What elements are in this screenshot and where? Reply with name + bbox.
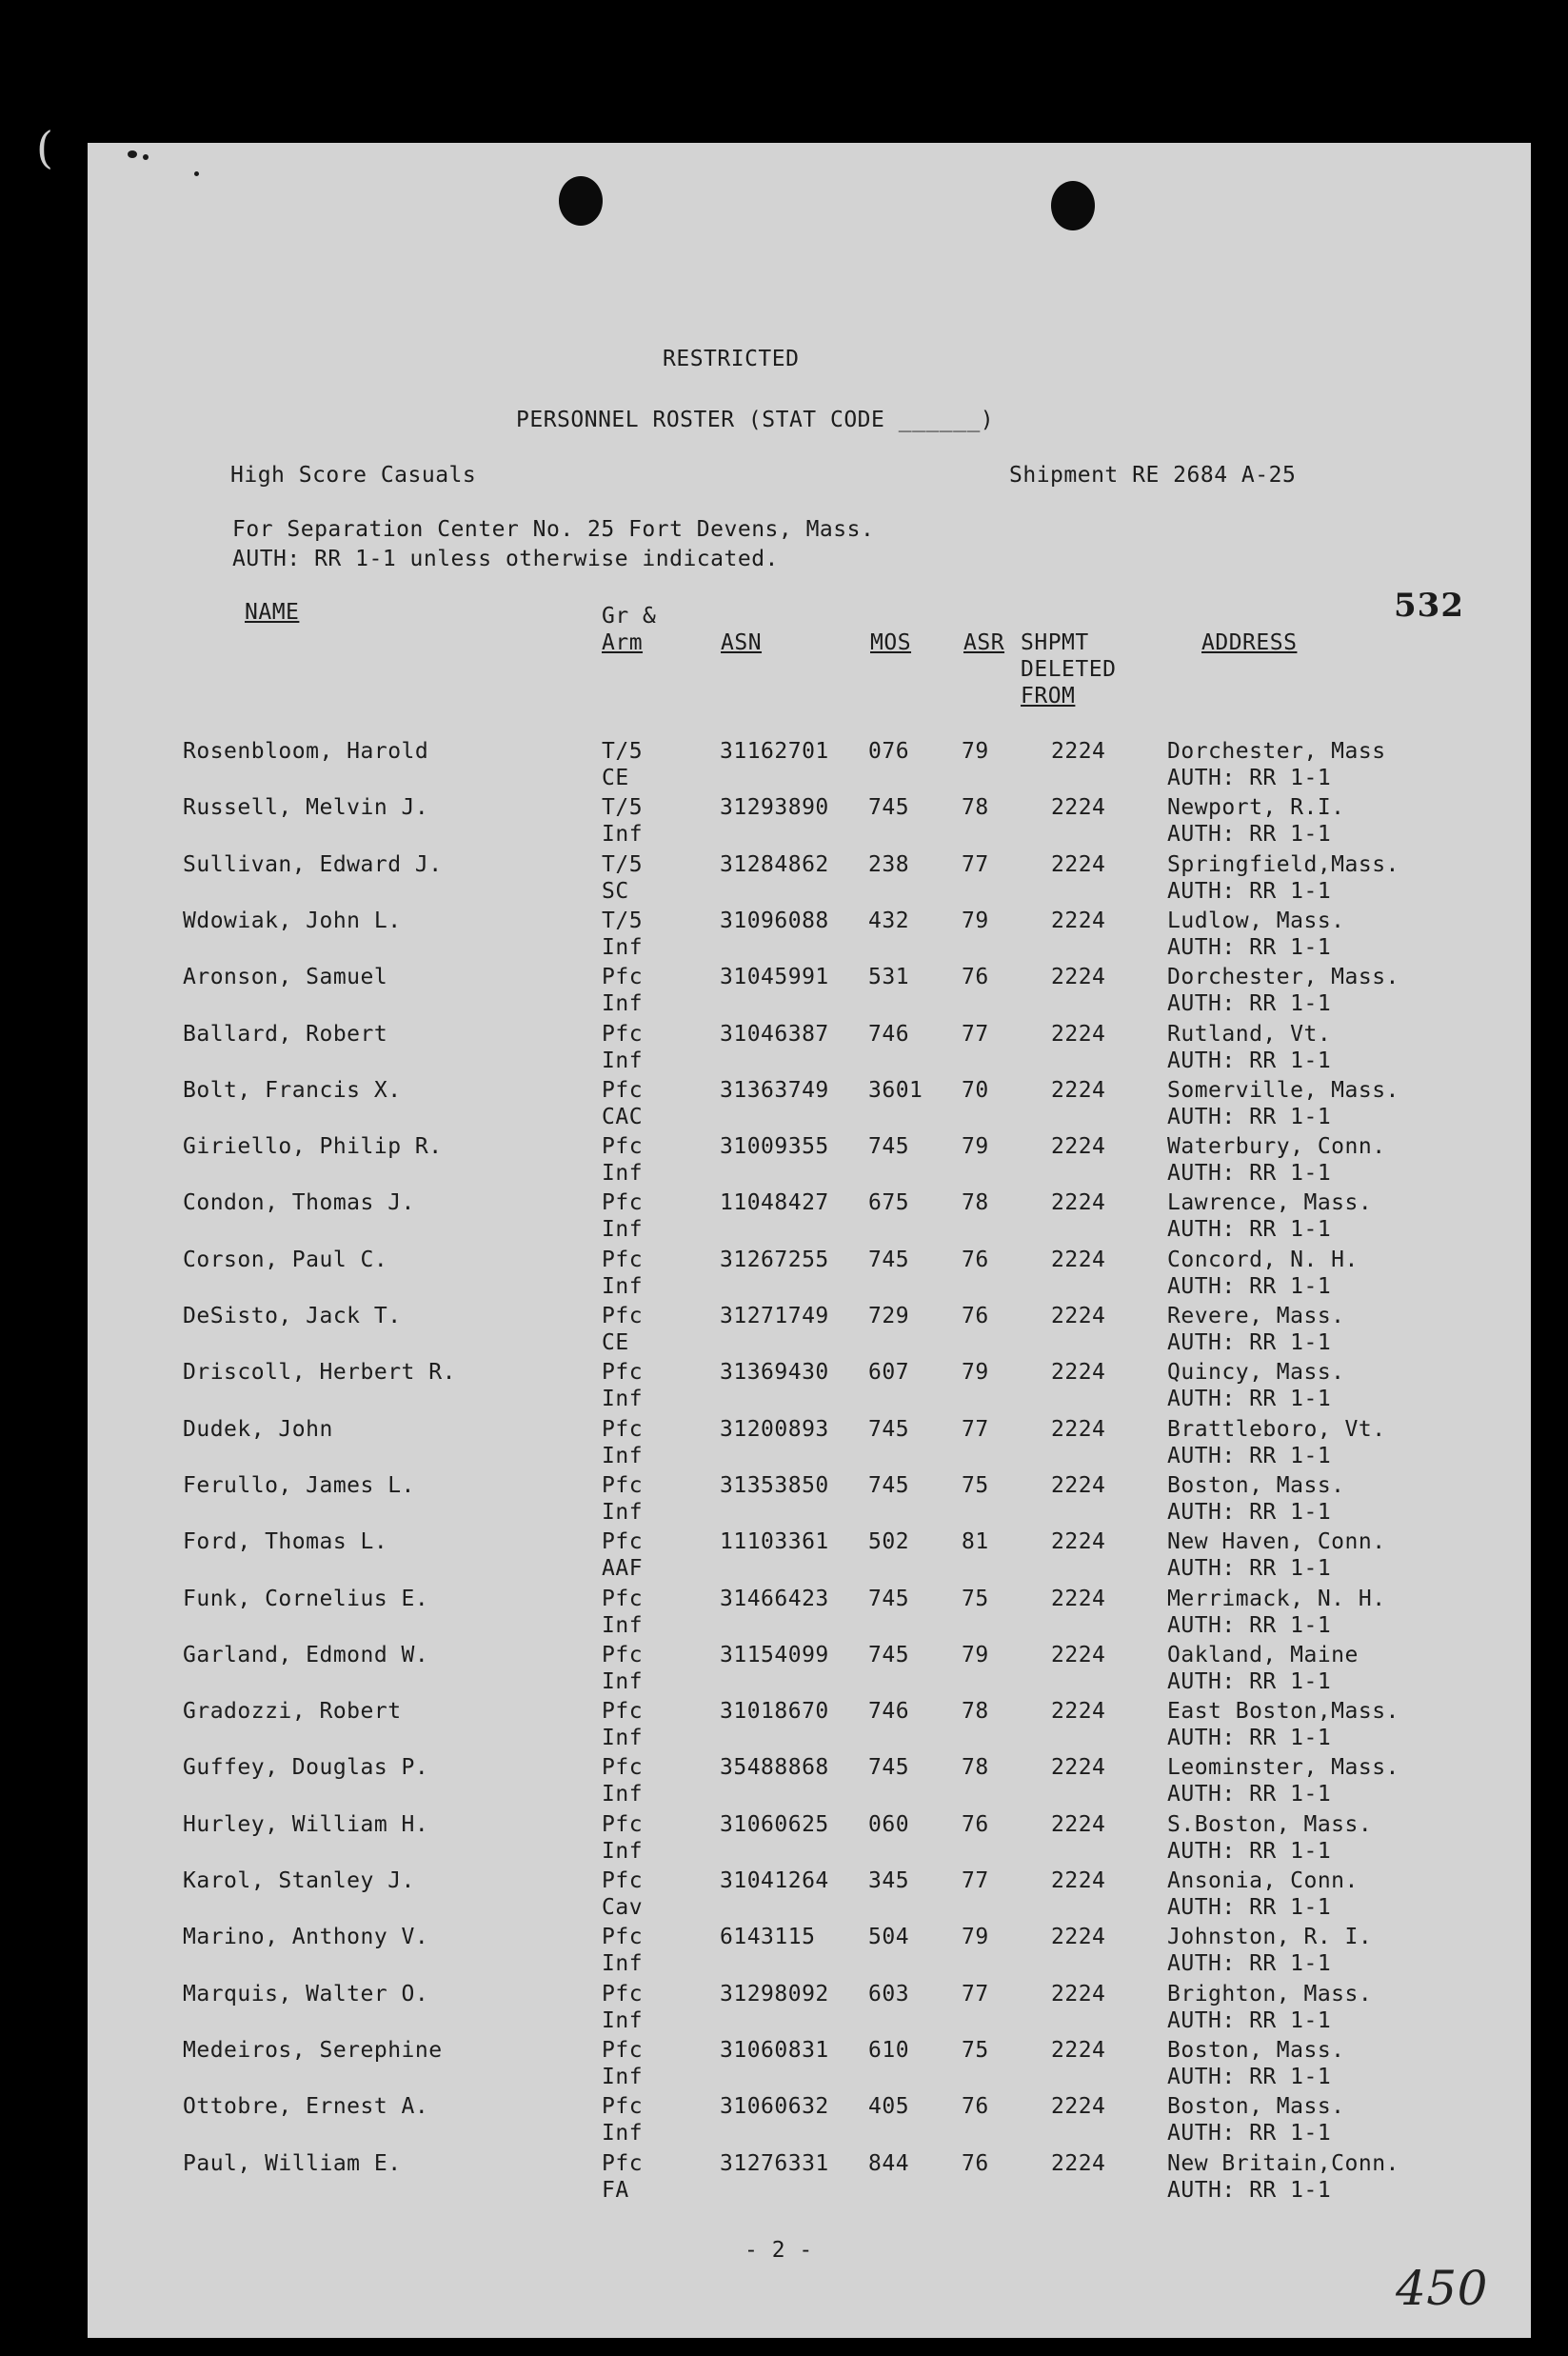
cell-auth: AUTH: RR 1-1 bbox=[1167, 1387, 1332, 1411]
cell-asn: 31162701 bbox=[720, 739, 829, 764]
cell-arm: CE bbox=[602, 766, 629, 790]
cell-asn: 11103361 bbox=[720, 1529, 829, 1554]
table-row bbox=[88, 908, 1531, 965]
table-row bbox=[88, 1755, 1531, 1811]
punch-hole-right bbox=[1051, 181, 1095, 230]
cell-auth: AUTH: RR 1-1 bbox=[1167, 1217, 1332, 1242]
cell-asr: 75 bbox=[962, 2038, 989, 2063]
cell-name: Giriello, Philip R. bbox=[183, 1134, 443, 1159]
table-row bbox=[88, 1248, 1531, 1304]
cell-name: Bolt, Francis X. bbox=[183, 1078, 402, 1103]
table-row bbox=[88, 1587, 1531, 1643]
cell-mos: 729 bbox=[868, 1304, 910, 1328]
cell-grade: Pfc bbox=[602, 1417, 644, 1442]
cell-arm: Inf bbox=[602, 1782, 644, 1807]
col-mos: MOS bbox=[870, 630, 912, 655]
cell-asr: 76 bbox=[962, 1248, 989, 1272]
cell-shpmt: 2224 bbox=[1051, 1587, 1106, 1611]
cell-asn: 6143115 bbox=[720, 1925, 816, 1949]
cell-grade: Pfc bbox=[602, 1925, 644, 1949]
cell-auth: AUTH: RR 1-1 bbox=[1167, 991, 1332, 1016]
cell-mos: 746 bbox=[868, 1022, 910, 1047]
handwritten-number: 450 bbox=[1396, 2261, 1488, 2316]
cell-arm: Inf bbox=[602, 1839, 644, 1864]
cell-asr: 70 bbox=[962, 1078, 989, 1103]
cell-arm: Inf bbox=[602, 1726, 644, 1750]
cell-mos: 607 bbox=[868, 1360, 910, 1385]
cell-asn: 31369430 bbox=[720, 1360, 829, 1385]
cell-mos: 060 bbox=[868, 1812, 910, 1837]
cell-name: Garland, Edmond W. bbox=[183, 1643, 429, 1667]
cell-asr: 81 bbox=[962, 1529, 989, 1554]
cell-asn: 31096088 bbox=[720, 908, 829, 933]
cell-arm: Inf bbox=[602, 1951, 644, 1976]
cell-name: Guffey, Douglas P. bbox=[183, 1755, 429, 1780]
cell-asr: 76 bbox=[962, 1812, 989, 1837]
cell-asn: 35488868 bbox=[720, 1755, 829, 1780]
cell-arm: Inf bbox=[602, 2065, 644, 2089]
cell-name: Russell, Melvin J. bbox=[183, 795, 429, 820]
cell-address: Merrimack, N. H. bbox=[1167, 1587, 1386, 1611]
cell-shpmt: 2224 bbox=[1051, 1982, 1106, 2007]
cell-shpmt: 2224 bbox=[1051, 1304, 1106, 1328]
cell-mos: 745 bbox=[868, 1755, 910, 1780]
cell-auth: AUTH: RR 1-1 bbox=[1167, 1613, 1332, 1638]
cell-asr: 78 bbox=[962, 1190, 989, 1215]
cell-grade: Pfc bbox=[602, 1587, 644, 1611]
cell-shpmt: 2224 bbox=[1051, 2151, 1106, 2176]
cell-name: Ferullo, James L. bbox=[183, 1473, 415, 1498]
cell-asn: 31200893 bbox=[720, 1417, 829, 1442]
cell-shpmt: 2224 bbox=[1051, 1078, 1106, 1103]
cell-arm: Cav bbox=[602, 1895, 644, 1920]
cell-auth: AUTH: RR 1-1 bbox=[1167, 1274, 1332, 1299]
form-title: PERSONNEL ROSTER (STAT CODE ______) bbox=[516, 408, 995, 432]
cell-grade: T/5 bbox=[602, 795, 644, 820]
cell-shpmt: 2224 bbox=[1051, 1248, 1106, 1272]
cell-address: Boston, Mass. bbox=[1167, 2094, 1345, 2119]
table-row bbox=[88, 795, 1531, 851]
cell-address: Newport, R.I. bbox=[1167, 795, 1345, 820]
cell-asr: 79 bbox=[962, 908, 989, 933]
table-row bbox=[88, 1190, 1531, 1247]
cell-auth: AUTH: RR 1-1 bbox=[1167, 1556, 1332, 1581]
cell-auth: AUTH: RR 1-1 bbox=[1167, 766, 1332, 790]
cell-mos: 3601 bbox=[868, 1078, 923, 1103]
table-row bbox=[88, 852, 1531, 908]
cell-grade: Pfc bbox=[602, 1022, 644, 1047]
table-row bbox=[88, 1812, 1531, 1868]
cell-asn: 31018670 bbox=[720, 1699, 829, 1724]
table-row bbox=[88, 1473, 1531, 1529]
table-row bbox=[88, 2038, 1531, 2094]
cell-shpmt: 2224 bbox=[1051, 1190, 1106, 1215]
shipment-label: Shipment RE 2684 A-25 bbox=[1009, 463, 1297, 488]
corner-speck bbox=[194, 171, 199, 176]
cell-asn: 31293890 bbox=[720, 795, 829, 820]
cell-shpmt: 2224 bbox=[1051, 852, 1106, 877]
cell-address: Oakland, Maine bbox=[1167, 1643, 1359, 1667]
table-row bbox=[88, 1925, 1531, 1981]
cell-arm: Inf bbox=[602, 1669, 644, 1694]
cell-arm: CE bbox=[602, 1330, 629, 1355]
cell-mos: 745 bbox=[868, 1417, 910, 1442]
corner-speck bbox=[143, 154, 149, 160]
cell-name: Medeiros, Serephine bbox=[183, 2038, 443, 2063]
cell-auth: AUTH: RR 1-1 bbox=[1167, 2065, 1332, 2089]
table-row bbox=[88, 1982, 1531, 2038]
table-row bbox=[88, 1360, 1531, 1416]
cell-mos: 076 bbox=[868, 739, 910, 764]
cell-shpmt: 2224 bbox=[1051, 1134, 1106, 1159]
cell-grade: Pfc bbox=[602, 1078, 644, 1103]
cell-grade: Pfc bbox=[602, 1755, 644, 1780]
cell-auth: AUTH: RR 1-1 bbox=[1167, 2008, 1332, 2033]
cell-name: Ottobre, Ernest A. bbox=[183, 2094, 429, 2119]
cell-address: Rutland, Vt. bbox=[1167, 1022, 1332, 1047]
cell-asn: 31060632 bbox=[720, 2094, 829, 2119]
col-asn: ASN bbox=[721, 630, 763, 655]
group-label: High Score Casuals bbox=[230, 463, 477, 488]
cell-asn: 31363749 bbox=[720, 1078, 829, 1103]
cell-name: Driscoll, Herbert R. bbox=[183, 1360, 456, 1385]
cell-asr: 79 bbox=[962, 1925, 989, 1949]
cell-arm: Inf bbox=[602, 1387, 644, 1411]
cell-asr: 76 bbox=[962, 1304, 989, 1328]
cell-arm: Inf bbox=[602, 1613, 644, 1638]
cell-asr: 75 bbox=[962, 1473, 989, 1498]
cell-grade: Pfc bbox=[602, 1699, 644, 1724]
cell-mos: 745 bbox=[868, 1473, 910, 1498]
cell-arm: Inf bbox=[602, 991, 644, 1016]
cell-asn: 11048427 bbox=[720, 1190, 829, 1215]
cell-shpmt: 2224 bbox=[1051, 2038, 1106, 2063]
cell-arm: Inf bbox=[602, 1161, 644, 1186]
cell-name: Sullivan, Edward J. bbox=[183, 852, 443, 877]
cell-asr: 79 bbox=[962, 1134, 989, 1159]
cell-address: Dorchester, Mass. bbox=[1167, 965, 1399, 989]
cell-grade: Pfc bbox=[602, 1868, 644, 1893]
cell-address: Dorchester, Mass bbox=[1167, 739, 1386, 764]
table-row bbox=[88, 2151, 1531, 2207]
col-name: NAME bbox=[245, 600, 300, 625]
cell-mos: 531 bbox=[868, 965, 910, 989]
cell-shpmt: 2224 bbox=[1051, 965, 1106, 989]
cell-address: Ludlow, Mass. bbox=[1167, 908, 1345, 933]
cell-grade: Pfc bbox=[602, 2038, 644, 2063]
cell-auth: AUTH: RR 1-1 bbox=[1167, 1500, 1332, 1525]
cell-address: Johnston, R. I. bbox=[1167, 1925, 1373, 1949]
cell-address: S.Boston, Mass. bbox=[1167, 1812, 1373, 1837]
cell-name: Hurley, William H. bbox=[183, 1812, 429, 1837]
cell-mos: 405 bbox=[868, 2094, 910, 2119]
table-row bbox=[88, 1134, 1531, 1190]
cell-shpmt: 2224 bbox=[1051, 1755, 1106, 1780]
table-row bbox=[88, 2094, 1531, 2150]
cell-auth: AUTH: RR 1-1 bbox=[1167, 1330, 1332, 1355]
cell-asn: 31298092 bbox=[720, 1982, 829, 2007]
cell-address: Quincy, Mass. bbox=[1167, 1360, 1345, 1385]
col-shpmt-3: FROM bbox=[1021, 684, 1076, 709]
cell-grade: Pfc bbox=[602, 1360, 644, 1385]
cell-address: Waterbury, Conn. bbox=[1167, 1134, 1386, 1159]
table-row bbox=[88, 739, 1531, 795]
cell-shpmt: 2224 bbox=[1051, 1529, 1106, 1554]
cell-mos: 745 bbox=[868, 1248, 910, 1272]
cell-mos: 844 bbox=[868, 2151, 910, 2176]
authority-line: AUTH: RR 1-1 unless otherwise indicated. bbox=[232, 547, 779, 571]
cell-arm: Inf bbox=[602, 1217, 644, 1242]
cell-asn: 31267255 bbox=[720, 1248, 829, 1272]
cell-address: New Britain,Conn. bbox=[1167, 2151, 1399, 2176]
cell-grade: T/5 bbox=[602, 739, 644, 764]
cell-name: Gradozzi, Robert bbox=[183, 1699, 402, 1724]
margin-paren-mark: ( bbox=[36, 122, 53, 173]
cell-arm: Inf bbox=[602, 1444, 644, 1468]
cell-shpmt: 2224 bbox=[1051, 1868, 1106, 1893]
cell-shpmt: 2224 bbox=[1051, 1925, 1106, 1949]
cell-mos: 745 bbox=[868, 1643, 910, 1667]
cell-arm: Inf bbox=[602, 2008, 644, 2033]
cell-asr: 78 bbox=[962, 1755, 989, 1780]
col-shpmt-1: SHPMT bbox=[1021, 630, 1089, 655]
cell-name: Aronson, Samuel bbox=[183, 965, 388, 989]
cell-grade: Pfc bbox=[602, 1248, 644, 1272]
cell-mos: 345 bbox=[868, 1868, 910, 1893]
cell-auth: AUTH: RR 1-1 bbox=[1167, 1726, 1332, 1750]
cell-asr: 78 bbox=[962, 795, 989, 820]
cell-mos: 238 bbox=[868, 852, 910, 877]
cell-asr: 77 bbox=[962, 852, 989, 877]
cell-asr: 79 bbox=[962, 739, 989, 764]
cell-asr: 79 bbox=[962, 1360, 989, 1385]
cell-address: Brattleboro, Vt. bbox=[1167, 1417, 1386, 1442]
cell-asr: 76 bbox=[962, 965, 989, 989]
cell-name: Funk, Cornelius E. bbox=[183, 1587, 429, 1611]
cell-mos: 745 bbox=[868, 795, 910, 820]
cell-auth: AUTH: RR 1-1 bbox=[1167, 1669, 1332, 1694]
cell-address: Ansonia, Conn. bbox=[1167, 1868, 1359, 1893]
cell-asn: 31045991 bbox=[720, 965, 829, 989]
cell-asn: 31060625 bbox=[720, 1812, 829, 1837]
cell-mos: 432 bbox=[868, 908, 910, 933]
cell-asr: 77 bbox=[962, 1982, 989, 2007]
cell-asn: 31276331 bbox=[720, 2151, 829, 2176]
cell-grade: Pfc bbox=[602, 2151, 644, 2176]
cell-shpmt: 2224 bbox=[1051, 1360, 1106, 1385]
cell-address: Boston, Mass. bbox=[1167, 2038, 1345, 2063]
cell-asr: 76 bbox=[962, 2094, 989, 2119]
cell-auth: AUTH: RR 1-1 bbox=[1167, 1839, 1332, 1864]
cell-auth: AUTH: RR 1-1 bbox=[1167, 2121, 1332, 2146]
cell-grade: Pfc bbox=[602, 1190, 644, 1215]
cell-address: Leominster, Mass. bbox=[1167, 1755, 1399, 1780]
cell-auth: AUTH: RR 1-1 bbox=[1167, 935, 1332, 960]
cell-name: Ford, Thomas L. bbox=[183, 1529, 388, 1554]
table-row bbox=[88, 1699, 1531, 1755]
cell-arm: SC bbox=[602, 879, 629, 904]
cell-asr: 78 bbox=[962, 1699, 989, 1724]
cell-auth: AUTH: RR 1-1 bbox=[1167, 1444, 1332, 1468]
col-asr: ASR bbox=[963, 630, 1005, 655]
cell-shpmt: 2224 bbox=[1051, 908, 1106, 933]
table-row bbox=[88, 1868, 1531, 1925]
cell-auth: AUTH: RR 1-1 bbox=[1167, 2178, 1332, 2203]
cell-auth: AUTH: RR 1-1 bbox=[1167, 822, 1332, 847]
cell-address: East Boston,Mass. bbox=[1167, 1699, 1399, 1724]
cell-name: Paul, William E. bbox=[183, 2151, 402, 2176]
cell-mos: 502 bbox=[868, 1529, 910, 1554]
cell-name: Karol, Stanley J. bbox=[183, 1868, 415, 1893]
cell-mos: 746 bbox=[868, 1699, 910, 1724]
cell-grade: Pfc bbox=[602, 1134, 644, 1159]
cell-auth: AUTH: RR 1-1 bbox=[1167, 1951, 1332, 1976]
cell-auth: AUTH: RR 1-1 bbox=[1167, 1782, 1332, 1807]
cell-shpmt: 2224 bbox=[1051, 1473, 1106, 1498]
cell-grade: Pfc bbox=[602, 1643, 644, 1667]
cell-arm: Inf bbox=[602, 935, 644, 960]
cell-mos: 675 bbox=[868, 1190, 910, 1215]
cell-asr: 79 bbox=[962, 1643, 989, 1667]
destination-line: For Separation Center No. 25 Fort Devens, Mass. bbox=[232, 517, 875, 542]
cell-arm: FA bbox=[602, 2178, 629, 2203]
cell-grade: Pfc bbox=[602, 1529, 644, 1554]
cell-asn: 31046387 bbox=[720, 1022, 829, 1047]
cell-address: Springfield,Mass. bbox=[1167, 852, 1399, 877]
cell-arm: Inf bbox=[602, 1048, 644, 1073]
punch-hole-left bbox=[559, 176, 603, 226]
document-number: 532 bbox=[1394, 587, 1464, 625]
cell-auth: AUTH: RR 1-1 bbox=[1167, 1161, 1332, 1186]
cell-arm: Inf bbox=[602, 2121, 644, 2146]
cell-grade: Pfc bbox=[602, 965, 644, 989]
cell-grade: Pfc bbox=[602, 1812, 644, 1837]
cell-asn: 31009355 bbox=[720, 1134, 829, 1159]
table-row bbox=[88, 1417, 1531, 1473]
cell-mos: 745 bbox=[868, 1587, 910, 1611]
cell-mos: 610 bbox=[868, 2038, 910, 2063]
cell-asr: 77 bbox=[962, 1417, 989, 1442]
cell-auth: AUTH: RR 1-1 bbox=[1167, 879, 1332, 904]
table-row bbox=[88, 1529, 1531, 1586]
cell-grade: T/5 bbox=[602, 852, 644, 877]
cell-name: Marquis, Walter O. bbox=[183, 1982, 429, 2007]
cell-asn: 31154099 bbox=[720, 1643, 829, 1667]
cell-asn: 31060831 bbox=[720, 2038, 829, 2063]
col-gr-arm-1: Gr & bbox=[602, 604, 657, 629]
cell-shpmt: 2224 bbox=[1051, 1643, 1106, 1667]
cell-address: Concord, N. H. bbox=[1167, 1248, 1359, 1272]
cell-address: Brighton, Mass. bbox=[1167, 1982, 1373, 2007]
cell-mos: 504 bbox=[868, 1925, 910, 1949]
cell-asn: 31041264 bbox=[720, 1868, 829, 1893]
cell-name: Marino, Anthony V. bbox=[183, 1925, 429, 1949]
cell-asr: 76 bbox=[962, 2151, 989, 2176]
cell-name: DeSisto, Jack T. bbox=[183, 1304, 402, 1328]
cell-shpmt: 2224 bbox=[1051, 1699, 1106, 1724]
cell-name: Condon, Thomas J. bbox=[183, 1190, 415, 1215]
cell-shpmt: 2224 bbox=[1051, 739, 1106, 764]
table-row bbox=[88, 1643, 1531, 1699]
cell-auth: AUTH: RR 1-1 bbox=[1167, 1105, 1332, 1129]
cell-address: Lawrence, Mass. bbox=[1167, 1190, 1373, 1215]
cell-arm: Inf bbox=[602, 822, 644, 847]
cell-address: Somerville, Mass. bbox=[1167, 1078, 1399, 1103]
col-address: ADDRESS bbox=[1201, 630, 1298, 655]
cell-address: Revere, Mass. bbox=[1167, 1304, 1345, 1328]
cell-grade: Pfc bbox=[602, 1473, 644, 1498]
cell-grade: Pfc bbox=[602, 1304, 644, 1328]
cell-shpmt: 2224 bbox=[1051, 795, 1106, 820]
classification-heading: RESTRICTED bbox=[663, 347, 800, 371]
cell-name: Corson, Paul C. bbox=[183, 1248, 388, 1272]
cell-asr: 77 bbox=[962, 1022, 989, 1047]
cell-asn: 31284862 bbox=[720, 852, 829, 877]
cell-mos: 603 bbox=[868, 1982, 910, 2007]
cell-auth: AUTH: RR 1-1 bbox=[1167, 1048, 1332, 1073]
cell-asr: 75 bbox=[962, 1587, 989, 1611]
cell-shpmt: 2224 bbox=[1051, 1417, 1106, 1442]
cell-arm: CAC bbox=[602, 1105, 644, 1129]
cell-name: Rosenbloom, Harold bbox=[183, 739, 429, 764]
cell-auth: AUTH: RR 1-1 bbox=[1167, 1895, 1332, 1920]
cell-name: Ballard, Robert bbox=[183, 1022, 388, 1047]
col-gr-arm-2: Arm bbox=[602, 630, 644, 655]
cell-arm: AAF bbox=[602, 1556, 644, 1581]
corner-speck bbox=[128, 150, 137, 158]
page-number: - 2 - bbox=[744, 2238, 813, 2263]
cell-address: New Haven, Conn. bbox=[1167, 1529, 1386, 1554]
table-row bbox=[88, 1304, 1531, 1360]
table-row bbox=[88, 1078, 1531, 1134]
cell-asn: 31271749 bbox=[720, 1304, 829, 1328]
cell-grade: Pfc bbox=[602, 2094, 644, 2119]
cell-arm: Inf bbox=[602, 1500, 644, 1525]
cell-shpmt: 2224 bbox=[1051, 2094, 1106, 2119]
cell-shpmt: 2224 bbox=[1051, 1022, 1106, 1047]
cell-arm: Inf bbox=[602, 1274, 644, 1299]
cell-address: Boston, Mass. bbox=[1167, 1473, 1345, 1498]
table-row bbox=[88, 965, 1531, 1021]
cell-grade: T/5 bbox=[602, 908, 644, 933]
cell-grade: Pfc bbox=[602, 1982, 644, 2007]
cell-asn: 31466423 bbox=[720, 1587, 829, 1611]
cell-name: Wdowiak, John L. bbox=[183, 908, 402, 933]
cell-mos: 745 bbox=[868, 1134, 910, 1159]
cell-asn: 31353850 bbox=[720, 1473, 829, 1498]
cell-asr: 77 bbox=[962, 1868, 989, 1893]
roster-page bbox=[88, 143, 1531, 2338]
table-row bbox=[88, 1022, 1531, 1078]
col-shpmt-2: DELETED bbox=[1021, 657, 1117, 682]
cell-name: Dudek, John bbox=[183, 1417, 333, 1442]
cell-shpmt: 2224 bbox=[1051, 1812, 1106, 1837]
